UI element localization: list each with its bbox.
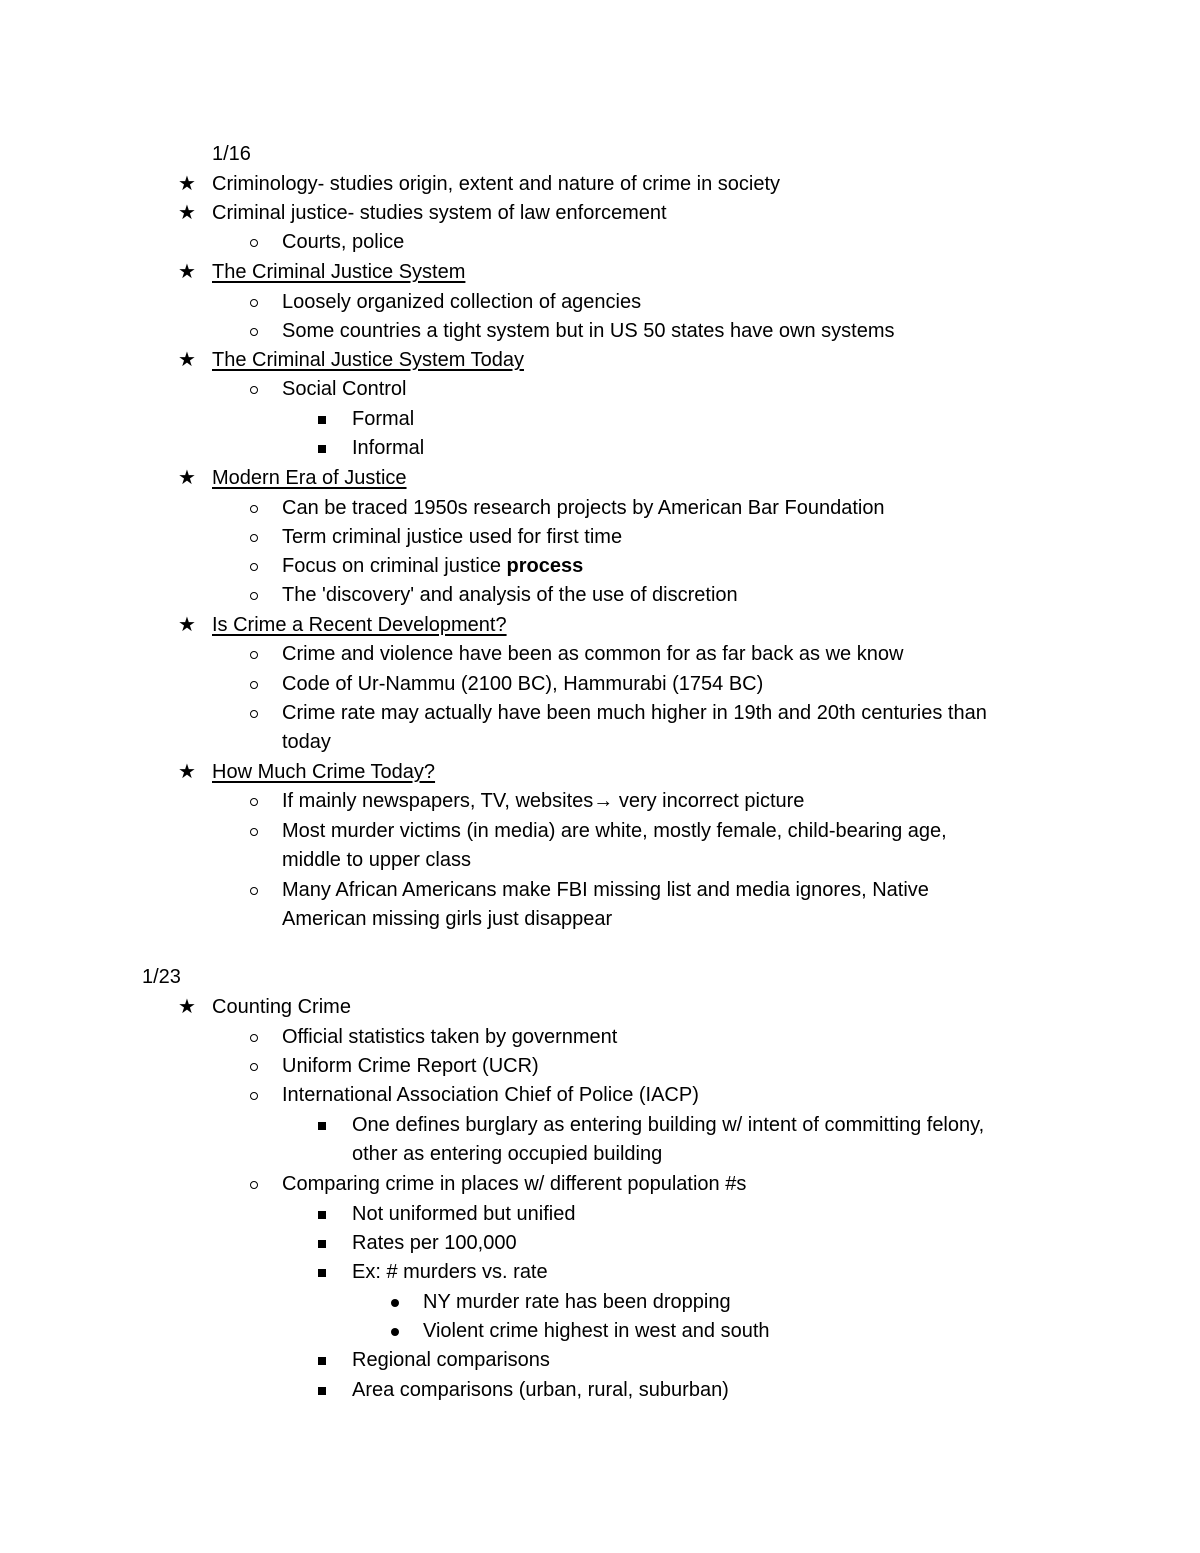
circle-bullet-icon <box>250 328 258 336</box>
circle-bullet-icon <box>250 386 258 394</box>
heading-how-much-crime: How Much Crime Today? <box>212 761 436 783</box>
circle-bullet-icon <box>250 239 258 247</box>
note-comparing: Comparing crime in places w/ different population #s <box>282 1173 747 1195</box>
date-heading-2: 1/23 <box>142 966 181 988</box>
dot-bullet-icon <box>391 1328 399 1336</box>
star-bullet-icon: ★ <box>178 761 196 783</box>
note-criminal-justice: Criminal justice- studies system of law enforcement <box>212 202 667 224</box>
star-bullet-icon: ★ <box>178 614 196 636</box>
circle-bullet-icon <box>250 534 258 542</box>
heading-recent-development: Is Crime a Recent Development? <box>212 614 507 636</box>
square-bullet-icon <box>318 1357 326 1365</box>
note-violence: Crime and violence have been as common for as far back as we know <box>282 643 904 665</box>
note-some-countries: Some countries a tight system but in US 50 states have own systems <box>282 320 895 342</box>
heading-cjs-today: The Criminal Justice System Today <box>212 349 524 371</box>
heading-criminal-justice-system: The Criminal Justice System <box>212 261 466 283</box>
note-rates: Rates per 100,000 <box>352 1232 517 1254</box>
circle-bullet-icon <box>250 505 258 513</box>
note-area: Area comparisons (urban, rural, suburban) <box>352 1379 729 1401</box>
note-code: Code of Ur-Nammu (2100 BC), Hammurabi (1754 BC) <box>282 673 764 695</box>
note-courts-police: Courts, police <box>282 231 405 253</box>
square-bullet-icon <box>318 1387 326 1395</box>
circle-bullet-icon <box>250 1181 258 1189</box>
square-bullet-icon <box>318 1269 326 1277</box>
circle-bullet-icon <box>250 299 258 307</box>
star-bullet-icon: ★ <box>178 467 196 489</box>
note-loosely-organized: Loosely organized collection of agencies <box>282 291 642 313</box>
note-ucr: Uniform Crime Report (UCR) <box>282 1055 539 1077</box>
circle-bullet-icon <box>250 681 258 689</box>
note-african-line2: American missing girls just disappear <box>282 908 613 930</box>
heading-counting-crime: Counting Crime <box>212 996 351 1018</box>
square-bullet-icon <box>318 1122 326 1130</box>
circle-bullet-icon <box>250 651 258 659</box>
note-ny: NY murder rate has been dropping <box>423 1291 731 1313</box>
square-bullet-icon <box>318 416 326 424</box>
star-bullet-icon: ★ <box>178 173 196 195</box>
heading-modern-era: Modern Era of Justice <box>212 467 407 489</box>
note-term: Term criminal justice used for first time <box>282 526 623 548</box>
circle-bullet-icon <box>250 563 258 571</box>
star-bullet-icon: ★ <box>178 261 196 283</box>
note-burglary-line2: other as entering occupied building <box>352 1143 663 1165</box>
circle-bullet-icon <box>250 710 258 718</box>
dot-bullet-icon <box>391 1299 399 1307</box>
star-bullet-icon: ★ <box>178 349 196 371</box>
circle-bullet-icon <box>250 592 258 600</box>
star-bullet-icon: ★ <box>178 202 196 224</box>
note-focus-bold: process <box>506 555 584 577</box>
square-bullet-icon <box>318 1211 326 1219</box>
note-rate-line1: Crime rate may actually have been much higher in 19th and 20th centuries than <box>282 702 987 724</box>
note-victims-line2: middle to upper class <box>282 849 471 871</box>
note-ex: Ex: # murders vs. rate <box>352 1261 548 1283</box>
note-burglary-line1: One defines burglary as entering building w/ intent of committing felony, <box>352 1114 985 1136</box>
circle-bullet-icon <box>250 1063 258 1071</box>
note-focus-text: Focus on criminal justice <box>282 555 507 577</box>
note-iacp: International Association Chief of Police (IACP) <box>282 1084 699 1106</box>
note-focus <box>282 552 583 581</box>
square-bullet-icon <box>318 1240 326 1248</box>
note-informal: Informal <box>352 437 425 459</box>
note-traced: Can be traced 1950s research projects by American Bar Foundation <box>282 497 885 519</box>
note-victims-line1: Most murder victims (in media) are white, mostly female, child-bearing age, <box>282 820 947 842</box>
circle-bullet-icon <box>250 798 258 806</box>
note-regional: Regional comparisons <box>352 1349 550 1371</box>
circle-bullet-icon <box>250 1092 258 1100</box>
note-official: Official statistics taken by government <box>282 1026 618 1048</box>
note-newspapers: If mainly newspapers, TV, websites→ very incorrect picture <box>282 790 805 812</box>
note-african-line1: Many African Americans make FBI missing list and media ignores, Native <box>282 879 929 901</box>
square-bullet-icon <box>318 445 326 453</box>
note-not-uniformed: Not uniformed but unified <box>352 1203 576 1225</box>
note-social-control: Social Control <box>282 378 407 400</box>
circle-bullet-icon <box>250 828 258 836</box>
star-bullet-icon: ★ <box>178 996 196 1018</box>
note-discovery: The 'discovery' and analysis of the use of discretion <box>282 584 738 606</box>
circle-bullet-icon <box>250 887 258 895</box>
circle-bullet-icon <box>250 1034 258 1042</box>
note-violent: Violent crime highest in west and south <box>423 1320 770 1342</box>
note-rate-line2: today <box>282 731 331 753</box>
note-criminology: Criminology- studies origin, extent and nature of crime in society <box>212 173 781 195</box>
date-heading-1: 1/16 <box>212 143 251 165</box>
note-formal: Formal <box>352 408 415 430</box>
